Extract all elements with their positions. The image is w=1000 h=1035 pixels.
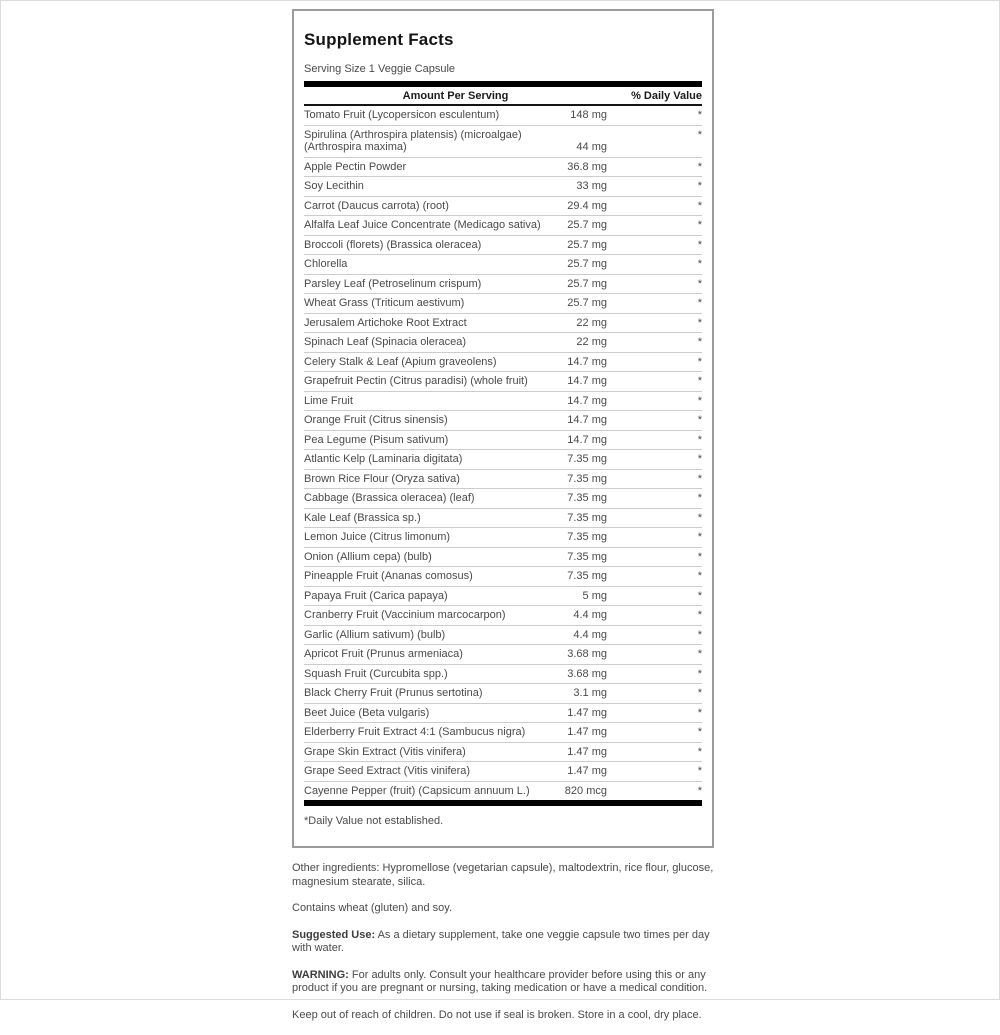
ingredient-amount: 4.4 mg <box>573 609 607 621</box>
ingredient-amount: 22 mg <box>576 316 607 329</box>
table-row <box>304 236 702 256</box>
ingredient-name: Squash Fruit (Curcubita spp.) <box>304 667 448 680</box>
ingredient-name: Elderberry Fruit Extract 4:1 (Sambucus nigra) <box>304 726 526 738</box>
ingredient-daily-value: * <box>697 219 702 231</box>
table-row <box>304 411 702 431</box>
table-row <box>304 606 702 626</box>
ingredient-daily-value: * <box>697 492 702 504</box>
ingredient-daily-value: * <box>697 316 702 329</box>
ingredient-name: Pea Legume (Pisum sativum) <box>304 433 449 446</box>
ingredient-amount: 25.7 mg <box>567 238 607 251</box>
ingredient-amount: 14.7 mg <box>567 394 607 407</box>
ingredient-amount: 7.35 mg <box>567 570 607 582</box>
ingredient-name: Soy Lecithin <box>304 180 364 192</box>
ingredient-daily-value: * <box>697 355 702 368</box>
table-row <box>304 489 702 509</box>
ingredient-name: Apple Pectin Powder <box>304 160 407 173</box>
ingredient-rows <box>304 106 702 800</box>
ingredient-amount: 7.35 mg <box>567 550 607 563</box>
ingredient-amount: 4.4 mg <box>573 628 607 641</box>
ingredient-name: Cranberry Fruit (Vaccinium marcocarpon) <box>304 609 506 621</box>
ingredient-amount: 1.47 mg <box>567 765 607 777</box>
ingredient-daily-value: * <box>697 511 702 524</box>
ingredient-name: Grape Skin Extract (Vitis vinifera) <box>304 745 466 758</box>
divider-thick-bottom <box>304 800 702 806</box>
ingredient-name: Grapefruit Pectin (Citrus paradisi) (whole fruit) <box>304 375 528 387</box>
ingredient-name: Atlantic Kelp (Laminaria digitata) <box>304 453 463 465</box>
table-row <box>304 197 702 217</box>
ingredient-daily-value: * <box>697 433 702 446</box>
ingredient-name: Apricot Fruit (Prunus armeniaca) <box>304 648 463 660</box>
ingredient-name: Pineapple Fruit (Ananas comosus) <box>304 570 473 582</box>
ingredient-name: Lemon Juice (Citrus limonum) <box>304 531 451 543</box>
table-row <box>304 626 702 646</box>
ingredient-daily-value: * <box>697 784 702 797</box>
suggested-use-label: Suggested Use: <box>292 928 376 941</box>
ingredient-name: Kale Leaf (Brassica sp.) <box>304 511 421 524</box>
ingredient-amount: 25.7 mg <box>567 277 607 290</box>
ingredient-daily-value: * <box>697 550 702 563</box>
ingredient-amount: 5 mg <box>582 589 607 602</box>
ingredient-daily-value: * <box>697 687 702 699</box>
ingredient-daily-value: * <box>697 180 702 192</box>
table-row <box>304 548 702 568</box>
ingredient-name: Onion (Allium cepa) (bulb) <box>304 550 432 563</box>
ingredient-name: Carrot (Daucus carrota) (root) <box>304 199 449 212</box>
ingredient-amount: 3.1 mg <box>573 687 607 699</box>
ingredient-name: Brown Rice Flour (Oryza sativa) <box>304 472 460 485</box>
warning-text: For adults only. Consult your healthcare provider before using this or any product if you are pregnant or nursing, taking medication or have a medical condition. <box>292 968 708 994</box>
table-row <box>304 684 702 704</box>
ingredient-amount: 148 mg <box>570 109 607 121</box>
table-row <box>304 528 702 548</box>
table-row <box>304 509 702 529</box>
ingredient-daily-value: * <box>697 238 702 251</box>
allergen-statement: Contains wheat (gluten) and soy. <box>292 902 452 914</box>
table-row <box>304 106 702 126</box>
ingredient-amount: 1.47 mg <box>567 726 607 738</box>
table-row <box>304 392 702 412</box>
table-row <box>304 333 702 353</box>
ingredient-daily-value: * <box>697 628 702 641</box>
ingredient-amount: 820 mcg <box>564 784 607 797</box>
ingredient-daily-value: * <box>697 160 702 173</box>
table-header-row <box>304 87 702 104</box>
ingredient-amount: 3.68 mg <box>567 648 607 660</box>
serving-size: Serving Size 1 Veggie Capsule <box>304 63 456 75</box>
ingredient-name: Chlorella <box>304 258 348 270</box>
ingredient-name: Spinach Leaf (Spinacia oleracea) <box>304 336 467 348</box>
table-row <box>304 294 702 314</box>
table-row <box>304 431 702 451</box>
panel-title: Supplement Facts <box>304 30 454 49</box>
label-column <box>292 9 714 1035</box>
table-row <box>304 470 702 490</box>
ingredient-amount: 1.47 mg <box>567 706 607 719</box>
ingredient-amount: 29.4 mg <box>567 199 607 212</box>
ingredient-name: Tomato Fruit (Lycopersicon esculentum) <box>304 109 500 121</box>
ingredient-name: Black Cherry Fruit (Prunus sertotina) <box>304 687 483 699</box>
ingredient-daily-value: * <box>697 726 702 738</box>
ingredient-amount: 14.7 mg <box>567 355 607 368</box>
suggested-use-text: As a dietary supplement, take one veggie capsule two times per day with water. <box>292 928 710 954</box>
amount-per-serving-header: Amount Per Serving <box>402 90 509 102</box>
ingredient-amount: 14.7 mg <box>567 414 607 426</box>
ingredient-name: Beet Juice (Beta vulgaris) <box>304 706 430 719</box>
ingredient-daily-value: * <box>697 109 702 121</box>
ingredient-amount: 22 mg <box>576 336 607 348</box>
table-row <box>304 353 702 373</box>
ingredient-daily-value: * <box>697 394 702 407</box>
ingredient-name: Papaya Fruit (Carica papaya) <box>304 589 448 602</box>
table-row <box>304 782 702 801</box>
ingredient-daily-value: * <box>697 648 702 660</box>
suggested-use <box>292 929 714 956</box>
table-row <box>304 723 702 743</box>
table-row <box>304 275 702 295</box>
table-row <box>304 158 702 178</box>
warning <box>292 969 714 996</box>
table-row <box>304 665 702 685</box>
ingredient-name: Parsley Leaf (Petroselinum crispum) <box>304 277 482 290</box>
ingredient-daily-value: * <box>697 706 702 719</box>
ingredient-daily-value: * <box>697 297 702 309</box>
ingredient-amount: 1.47 mg <box>567 745 607 758</box>
storage-instructions: Keep out of reach of children. Do not use if seal is broken. Store in a cool, dry place. <box>292 1008 702 1021</box>
table-row <box>304 177 702 197</box>
warning-label: WARNING: <box>292 968 349 981</box>
ingredient-amount: 7.35 mg <box>567 453 607 465</box>
ingredient-daily-value: * <box>697 472 702 485</box>
ingredient-name: Jerusalem Artichoke Root Extract <box>304 316 467 329</box>
ingredient-daily-value: * <box>697 128 702 141</box>
table-row <box>304 567 702 587</box>
table-row <box>304 255 702 275</box>
table-row <box>304 314 702 334</box>
supplement-facts-panel <box>292 9 714 848</box>
ingredient-name: Alfalfa Leaf Juice Concentrate (Medicago sativa) <box>304 219 541 231</box>
ingredient-amount: 7.35 mg <box>567 472 607 485</box>
ingredient-daily-value: * <box>697 414 702 426</box>
table-row <box>304 216 702 236</box>
ingredient-daily-value: * <box>697 453 702 465</box>
ingredient-daily-value: * <box>697 277 702 290</box>
ingredient-daily-value: * <box>697 199 702 212</box>
ingredient-amount: 7.35 mg <box>567 492 607 504</box>
ingredient-name: Lime Fruit <box>304 394 353 407</box>
ingredient-amount: 14.7 mg <box>567 433 607 446</box>
table-row <box>304 704 702 724</box>
ingredient-amount: 7.35 mg <box>567 511 607 524</box>
ingredient-name: Celery Stalk & Leaf (Apium graveolens) <box>304 355 497 368</box>
ingredient-amount: 25.7 mg <box>567 219 607 231</box>
table-row <box>304 645 702 665</box>
ingredient-amount: 33 mg <box>576 180 607 192</box>
table-row <box>304 743 702 763</box>
label-details <box>292 862 714 1022</box>
ingredient-name: Grape Seed Extract (Vitis vinifera) <box>304 765 471 777</box>
ingredient-name: Cabbage (Brassica oleracea) (leaf) <box>304 492 475 504</box>
ingredient-name: Garlic (Allium sativum) (bulb) <box>304 628 446 641</box>
table-row <box>304 762 702 782</box>
ingredient-daily-value: * <box>697 531 702 543</box>
ingredient-daily-value: * <box>697 336 702 348</box>
table-row <box>304 450 702 470</box>
ingredient-name: Cayenne Pepper (fruit) (Capsicum annuum L.) <box>304 784 530 797</box>
table-row <box>304 372 702 392</box>
ingredient-amount: 25.7 mg <box>567 297 607 309</box>
ingredient-amount: 14.7 mg <box>567 375 607 387</box>
ingredient-amount: 44 mg <box>576 141 607 153</box>
ingredient-daily-value: * <box>697 765 702 777</box>
ingredient-daily-value: * <box>697 667 702 680</box>
ingredient-amount: 25.7 mg <box>567 258 607 270</box>
ingredient-name: Broccoli (florets) (Brassica oleracea) <box>304 238 482 251</box>
ingredient-name: Spirulina (Arthrospira platensis) (microalgae) (Arthrospira maxima) <box>304 128 522 153</box>
ingredient-name: Wheat Grass (Triticum aestivum) <box>304 297 465 309</box>
ingredient-amount: 3.68 mg <box>567 667 607 680</box>
table-row <box>304 587 702 607</box>
daily-value-header: % Daily Value <box>631 90 702 102</box>
ingredient-daily-value: * <box>697 589 702 602</box>
ingredient-daily-value: * <box>697 375 702 387</box>
ingredient-amount: 7.35 mg <box>567 531 607 543</box>
table-row <box>304 126 702 158</box>
ingredient-name: Orange Fruit (Citrus sinensis) <box>304 414 448 426</box>
ingredient-amount: 36.8 mg <box>567 160 607 173</box>
other-ingredients: Other ingredients: Hypromellose (vegetarian capsule), maltodextrin, rice flour, glucose, magnesium stearate, silica. <box>292 862 714 888</box>
ingredient-daily-value: * <box>697 570 702 582</box>
ingredient-daily-value: * <box>697 609 702 621</box>
daily-value-footnote: *Daily Value not established. <box>304 815 444 827</box>
ingredient-daily-value: * <box>697 258 702 270</box>
ingredient-daily-value: * <box>697 745 702 758</box>
